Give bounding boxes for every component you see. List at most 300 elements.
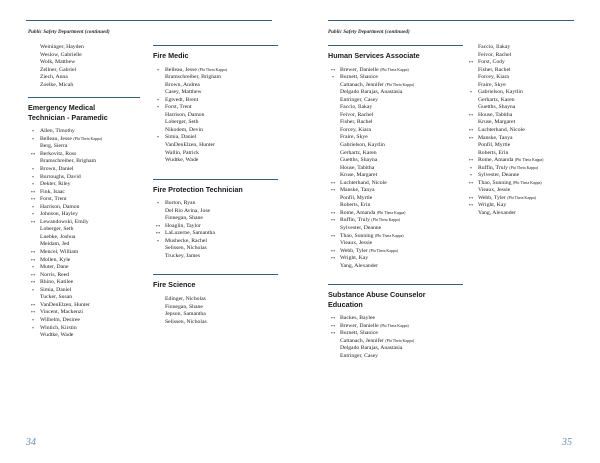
list-item bbox=[328, 172, 463, 180]
honor-label: (Phi Theta Kappa) bbox=[507, 195, 536, 200]
list-item bbox=[466, 127, 576, 135]
honor-label: (Phi Theta Kappa) bbox=[374, 233, 404, 238]
student-name: Simia, Daniel bbox=[165, 134, 197, 141]
student-name: Gabrielson, Kaytlin bbox=[478, 89, 523, 96]
section-rule bbox=[153, 45, 278, 46]
list-item bbox=[153, 112, 278, 120]
asterisk-marker: ** bbox=[30, 197, 36, 203]
student-name: Entringer, Casey bbox=[340, 96, 378, 103]
section-heading: Human Services Associate bbox=[328, 51, 420, 60]
list-item bbox=[153, 150, 278, 158]
list-item bbox=[28, 59, 140, 67]
section-heading: Fire Science bbox=[153, 280, 196, 290]
name-list bbox=[328, 67, 463, 271]
student-name: Luchterhand, Nicole bbox=[478, 127, 525, 134]
asterisk-marker: ** bbox=[30, 151, 36, 157]
list-item bbox=[153, 127, 278, 135]
list-item bbox=[28, 302, 140, 310]
asterisk-marker: * bbox=[31, 325, 35, 331]
honor-label: (Phi Theta Kappa) bbox=[380, 323, 409, 328]
asterisk-marker: ** bbox=[330, 323, 336, 329]
honor-label: (Phi Theta Kappa) bbox=[73, 136, 102, 141]
program-section bbox=[328, 284, 463, 360]
list-item bbox=[153, 89, 278, 97]
asterisk-marker: ** bbox=[330, 248, 336, 254]
section-rule bbox=[28, 97, 140, 98]
asterisk-marker: ** bbox=[155, 231, 161, 237]
section-rule bbox=[153, 179, 278, 180]
student-name: Berg, Sierra bbox=[40, 143, 68, 150]
student-name: Gabrielson, Kaytlin bbox=[340, 141, 385, 148]
list-item bbox=[153, 245, 278, 253]
list-item bbox=[28, 128, 140, 136]
asterisk-marker: ** bbox=[468, 195, 474, 201]
student-name: Faccio, Ilakay bbox=[478, 44, 511, 50]
student-name: Guetths, Shayna bbox=[340, 157, 378, 164]
asterisk-marker: * bbox=[156, 135, 160, 141]
list-item bbox=[28, 52, 140, 60]
asterisk-marker: ** bbox=[30, 219, 36, 225]
asterisk-marker: * bbox=[31, 174, 35, 180]
student-name: Webb, Tyler bbox=[340, 247, 368, 254]
student-name: Vieaux, Jessie bbox=[340, 240, 373, 247]
student-name: Johnson, Hayley bbox=[40, 211, 78, 218]
student-name: Gerhartz, Karen bbox=[340, 149, 377, 156]
list-item bbox=[153, 223, 278, 231]
student-name: Allen, Timothy bbox=[40, 128, 75, 135]
student-name: Nikodem, Devin bbox=[165, 126, 203, 133]
student-name: Hoaglin, Taylor bbox=[165, 222, 201, 229]
honor-label: (Phi Theta Kappa) bbox=[380, 67, 409, 72]
list-item bbox=[466, 112, 576, 120]
list-item bbox=[28, 257, 140, 265]
student-name: Thao, Sunning bbox=[478, 179, 512, 186]
list-item bbox=[28, 264, 140, 272]
student-name: Wilhelm, Desiree bbox=[40, 316, 80, 323]
student-name: Roberts, Erin bbox=[340, 202, 371, 209]
asterisk-marker: ** bbox=[330, 210, 336, 216]
honor-label: (Phi Theta Kappa) bbox=[509, 165, 539, 170]
list-item bbox=[28, 249, 140, 257]
honor-label: (Phi Theta Kappa) bbox=[369, 248, 398, 253]
list-item bbox=[328, 97, 463, 105]
list-item bbox=[466, 74, 576, 82]
name-list bbox=[466, 44, 576, 218]
list-item bbox=[153, 157, 278, 165]
page-number: 35 bbox=[562, 437, 572, 448]
student-name: Manske, Tanya bbox=[478, 134, 513, 141]
student-name: Forst, Trent bbox=[40, 196, 67, 203]
program-section bbox=[153, 45, 278, 165]
student-name: Ziech, Anna bbox=[40, 74, 68, 81]
student-name: Lewandowski, Emily bbox=[40, 218, 89, 225]
section-rule bbox=[153, 274, 278, 275]
student-name: Edinger, Nicholas bbox=[165, 295, 206, 302]
asterisk-marker: ** bbox=[468, 158, 474, 164]
honor-label: (Phi Theta Kappa) bbox=[371, 218, 401, 223]
program-section bbox=[328, 45, 463, 270]
list-item bbox=[153, 215, 278, 223]
section-heading: Substance Abuse Counselor Education bbox=[328, 290, 426, 309]
list-item bbox=[28, 234, 140, 242]
honor-label: (Phi Theta Kappa) bbox=[376, 210, 406, 215]
list-item bbox=[28, 174, 140, 182]
asterisk-marker: ** bbox=[330, 233, 336, 239]
name-list bbox=[153, 200, 278, 260]
student-name: Roberts, Erin bbox=[478, 149, 509, 156]
student-name: Wright, Kay bbox=[478, 202, 507, 209]
list-item bbox=[28, 196, 140, 204]
student-name: Brown, Andrea bbox=[165, 81, 200, 88]
list-item bbox=[28, 287, 140, 295]
list-item bbox=[153, 319, 278, 327]
student-name: Cattanach, Jennifer bbox=[340, 81, 384, 88]
list-item bbox=[328, 338, 463, 346]
name-list bbox=[28, 128, 140, 339]
list-item bbox=[466, 172, 576, 180]
list-item bbox=[153, 230, 278, 238]
list-item bbox=[466, 180, 576, 188]
list-item bbox=[466, 119, 576, 127]
student-name: Brewer, Danielle bbox=[340, 66, 379, 73]
asterisk-marker: * bbox=[469, 165, 473, 171]
list-item bbox=[466, 89, 576, 97]
asterisk-marker: ** bbox=[30, 272, 36, 278]
student-name: VanDenElzen, Hunter bbox=[165, 141, 215, 148]
program-section bbox=[153, 179, 278, 261]
list-item bbox=[28, 44, 140, 52]
list-item bbox=[466, 135, 576, 143]
top-rule bbox=[328, 20, 574, 21]
list-item bbox=[328, 233, 463, 241]
section-rule bbox=[328, 45, 463, 46]
list-item bbox=[466, 187, 576, 195]
list-item bbox=[328, 345, 463, 353]
list-item bbox=[328, 240, 463, 248]
student-name: Gerhartz, Karen bbox=[478, 96, 515, 103]
student-name: Belleau, Jesse bbox=[165, 66, 197, 73]
student-name: Rome, Amanda bbox=[478, 157, 514, 164]
list-item bbox=[328, 119, 463, 127]
student-name: Loberger, Seth bbox=[165, 119, 199, 126]
student-name: Wright, Kay bbox=[340, 255, 369, 262]
section-heading: Fire Medic bbox=[153, 51, 189, 60]
list-item bbox=[28, 226, 140, 234]
student-name: Fisher, Rachel bbox=[478, 66, 511, 73]
list-item bbox=[466, 210, 576, 218]
student-name: Sylvester, Deanne bbox=[478, 172, 520, 179]
list-item bbox=[466, 104, 576, 112]
student-name: Harrison, Damon bbox=[165, 111, 205, 118]
list-item bbox=[328, 112, 463, 120]
name-list bbox=[153, 67, 278, 165]
list-item bbox=[466, 97, 576, 105]
honor-label: (Phi Theta Kappa) bbox=[514, 158, 544, 163]
student-name: Weininger, Hayden bbox=[40, 44, 84, 50]
honor-label: (Phi Theta Kappa) bbox=[512, 180, 542, 185]
list-item bbox=[28, 272, 140, 280]
student-name: Simia, Daniel bbox=[40, 286, 72, 293]
asterisk-marker: * bbox=[31, 204, 35, 210]
list-item bbox=[328, 157, 463, 165]
list-item bbox=[28, 143, 140, 151]
list-item bbox=[28, 211, 140, 219]
list-item bbox=[153, 119, 278, 127]
running-head: Public Safety Department (continued) bbox=[328, 30, 410, 35]
list-item bbox=[153, 67, 278, 75]
student-name: Burroughs, David bbox=[40, 173, 81, 180]
list-item bbox=[153, 104, 278, 112]
asterisk-marker: * bbox=[31, 212, 35, 218]
student-name: Muter, Dane bbox=[40, 264, 69, 271]
right-column-1 bbox=[328, 45, 463, 361]
asterisk-marker: ** bbox=[30, 189, 36, 195]
student-name: Burnett, Shanice bbox=[340, 330, 378, 337]
list-item bbox=[328, 330, 463, 338]
list-item bbox=[28, 181, 140, 189]
list-item bbox=[328, 225, 463, 233]
student-name: Dekter, Riley bbox=[40, 181, 71, 188]
student-name: Norris, Reed bbox=[40, 271, 70, 278]
list-item bbox=[153, 253, 278, 261]
list-item bbox=[328, 217, 463, 225]
list-item bbox=[28, 151, 140, 159]
student-name: VanDenElzen, Hunter bbox=[40, 301, 90, 308]
left-column-1 bbox=[28, 44, 140, 340]
list-item bbox=[28, 158, 140, 166]
name-list bbox=[28, 44, 140, 89]
list-item bbox=[153, 304, 278, 312]
student-name: Luchterhand, Nicole bbox=[340, 179, 387, 186]
list-item bbox=[328, 82, 463, 90]
asterisk-marker: * bbox=[156, 238, 160, 244]
student-name: Truckey, James bbox=[165, 252, 201, 259]
list-item bbox=[466, 67, 576, 75]
list-item bbox=[28, 204, 140, 212]
list-item bbox=[328, 180, 463, 188]
list-item bbox=[328, 134, 463, 142]
student-name: Wintich, Kirstin bbox=[40, 324, 77, 331]
list-item bbox=[28, 309, 140, 317]
asterisk-marker: * bbox=[31, 129, 35, 135]
list-item bbox=[28, 67, 140, 75]
student-name: Kruse, Margaret bbox=[340, 172, 378, 179]
list-item bbox=[328, 323, 463, 331]
student-name: Zellner, Gabriel bbox=[40, 66, 77, 73]
list-item bbox=[466, 142, 576, 150]
student-name: Mushecke, Rachel bbox=[165, 237, 208, 244]
list-item bbox=[28, 189, 140, 197]
student-name: Casey, Matthew bbox=[165, 89, 202, 96]
list-item bbox=[28, 219, 140, 227]
student-name: Kruse, Margaret bbox=[478, 119, 516, 126]
asterisk-marker: ** bbox=[468, 180, 474, 186]
right-column-2 bbox=[466, 44, 576, 218]
student-name: Bramschreiber, Brigham bbox=[40, 158, 96, 165]
student-name: Belleau, Jesse bbox=[40, 135, 72, 142]
list-item bbox=[328, 353, 463, 361]
student-name: Forcey, Kiara bbox=[340, 126, 371, 133]
student-name: Luebke, Joshua bbox=[40, 233, 76, 240]
asterisk-marker: ** bbox=[30, 310, 36, 316]
asterisk-marker: ** bbox=[30, 302, 36, 308]
student-name: Rhino, Katilee bbox=[40, 279, 74, 286]
asterisk-marker: * bbox=[156, 105, 160, 111]
student-name: LaLuzerne, Samantha bbox=[165, 230, 215, 237]
asterisk-marker: * bbox=[156, 97, 160, 103]
list-item bbox=[466, 157, 576, 165]
list-item bbox=[28, 74, 140, 82]
list-item bbox=[466, 44, 576, 52]
list-item bbox=[328, 142, 463, 150]
student-name: Feivor, Rachel bbox=[478, 51, 512, 58]
student-name: Feivor, Rachel bbox=[340, 111, 374, 118]
student-name: Finnegan, Shane bbox=[165, 215, 203, 222]
student-name: Vieaux, Jessie bbox=[478, 187, 511, 194]
list-item bbox=[466, 195, 576, 203]
asterisk-marker: * bbox=[31, 265, 35, 271]
list-item bbox=[328, 202, 463, 210]
list-item bbox=[28, 166, 140, 174]
list-item bbox=[153, 134, 278, 142]
student-name: Selissen, Nicholas bbox=[165, 245, 207, 252]
student-name: House, Tabitha bbox=[478, 111, 513, 118]
list-item bbox=[328, 165, 463, 173]
student-name: Loberger, Seth bbox=[40, 226, 74, 233]
asterisk-marker: ** bbox=[330, 256, 336, 262]
list-item bbox=[328, 67, 463, 75]
section-rule bbox=[328, 284, 463, 285]
list-item bbox=[28, 279, 140, 287]
list-item bbox=[328, 74, 463, 82]
asterisk-marker: * bbox=[31, 317, 35, 323]
asterisk-marker: ** bbox=[468, 128, 474, 134]
student-name: Entringer, Casey bbox=[340, 353, 378, 359]
student-name: Wudtke, Wade bbox=[165, 157, 199, 164]
asterisk-marker: * bbox=[469, 173, 473, 179]
student-name: Ponfil, Myrtle bbox=[340, 194, 373, 201]
student-name: Tucker, Susan bbox=[40, 294, 73, 301]
list-item bbox=[153, 74, 278, 82]
right-page bbox=[300, 0, 600, 463]
student-name: Meidam, Jed bbox=[40, 241, 70, 248]
student-name: Wolk, Matthew bbox=[40, 59, 76, 66]
student-name: Mollen, Kyle bbox=[40, 256, 71, 263]
name-list bbox=[328, 315, 463, 360]
asterisk-marker: ** bbox=[330, 67, 336, 73]
student-name: Del Rio Avina, Jose bbox=[165, 207, 211, 214]
list-item bbox=[466, 150, 576, 158]
student-name: Fraire, Skye bbox=[478, 81, 506, 88]
list-item bbox=[153, 238, 278, 246]
student-name: Berkovitz, Ross bbox=[40, 150, 77, 157]
student-name: Forcey, Kiara bbox=[478, 74, 509, 81]
list-item bbox=[28, 325, 140, 333]
running-head: Public Safety Department (continued) bbox=[28, 30, 110, 35]
list-item bbox=[28, 241, 140, 249]
asterisk-marker: * bbox=[331, 75, 335, 81]
student-name: Manske, Tanya bbox=[340, 187, 375, 194]
asterisk-marker: * bbox=[31, 182, 35, 188]
asterisk-marker: * bbox=[31, 167, 35, 173]
asterisk-marker: ** bbox=[30, 250, 36, 256]
student-name: House, Tabitha bbox=[340, 164, 375, 171]
student-name: Delgado Barajas, Anastasia bbox=[340, 89, 403, 96]
student-name: Guetths, Shayna bbox=[478, 104, 516, 111]
list-item bbox=[328, 195, 463, 203]
student-name: Egtvedt, Brent bbox=[165, 96, 199, 103]
list-item bbox=[328, 89, 463, 97]
honor-label: (Phi Theta Kappa) bbox=[385, 82, 414, 87]
student-name: Faccio, Ilakay bbox=[340, 104, 373, 111]
asterisk-marker: * bbox=[469, 90, 473, 96]
student-name: Backes, Baylee bbox=[340, 315, 376, 322]
asterisk-marker: ** bbox=[468, 203, 474, 209]
student-name: Bramschreiber, Brigham bbox=[165, 74, 221, 81]
list-item bbox=[328, 127, 463, 135]
student-name: Wudtke, Wade bbox=[40, 332, 74, 339]
student-name: Rome, Amanda bbox=[340, 209, 376, 216]
asterisk-marker: ** bbox=[468, 60, 474, 66]
list-item bbox=[153, 208, 278, 216]
list-item bbox=[466, 202, 576, 210]
list-item bbox=[328, 315, 463, 323]
list-item bbox=[153, 200, 278, 208]
student-name: Yang, Alexander bbox=[478, 210, 516, 217]
student-name: Zoelke, Micah bbox=[40, 81, 74, 88]
asterisk-marker: ** bbox=[155, 223, 161, 229]
student-name: Delgado Barajas, Anastasia bbox=[340, 345, 403, 352]
list-item bbox=[328, 263, 463, 271]
asterisk-marker: * bbox=[156, 67, 160, 73]
list-item bbox=[28, 317, 140, 325]
student-name: Finnegan, Shane bbox=[165, 303, 203, 310]
student-name: Thao, Sunning bbox=[340, 232, 374, 239]
section-heading: Emergency Medical Technician - Paramedic bbox=[28, 103, 108, 122]
list-item bbox=[153, 311, 278, 319]
student-name: Forst, Cody bbox=[478, 59, 505, 66]
student-name: Ruffin, Truly bbox=[340, 217, 370, 224]
list-item bbox=[153, 97, 278, 105]
student-name: Cattanach, Jennifer bbox=[340, 337, 384, 344]
asterisk-marker: ** bbox=[468, 135, 474, 141]
student-name: Burton, Ryan bbox=[165, 200, 196, 207]
list-item bbox=[328, 104, 463, 112]
asterisk-marker: * bbox=[31, 287, 35, 293]
student-name: Jepson, Samantha bbox=[165, 311, 206, 318]
asterisk-marker: ** bbox=[468, 112, 474, 118]
top-rule bbox=[26, 20, 272, 21]
asterisk-marker: ** bbox=[330, 218, 336, 224]
left-column-2 bbox=[153, 45, 278, 326]
asterisk-marker: ** bbox=[330, 316, 336, 322]
asterisk-marker: ** bbox=[330, 180, 336, 186]
student-name: Brewer, Danielle bbox=[340, 322, 379, 329]
student-name: Yang, Alexander bbox=[340, 262, 378, 269]
list-item bbox=[466, 165, 576, 173]
student-name: Weslow, Gabrielle bbox=[40, 51, 82, 58]
asterisk-marker: ** bbox=[30, 257, 36, 263]
list-item bbox=[466, 59, 576, 67]
list-item bbox=[328, 150, 463, 158]
page-number: 34 bbox=[26, 437, 36, 448]
list-item bbox=[153, 142, 278, 150]
student-name: Brown, Daniel bbox=[40, 166, 74, 173]
asterisk-marker: ** bbox=[330, 331, 336, 337]
list-item bbox=[328, 255, 463, 263]
student-name: Sylvester, Deanne bbox=[340, 224, 382, 231]
student-name: Fisher, Rachel bbox=[340, 119, 373, 126]
